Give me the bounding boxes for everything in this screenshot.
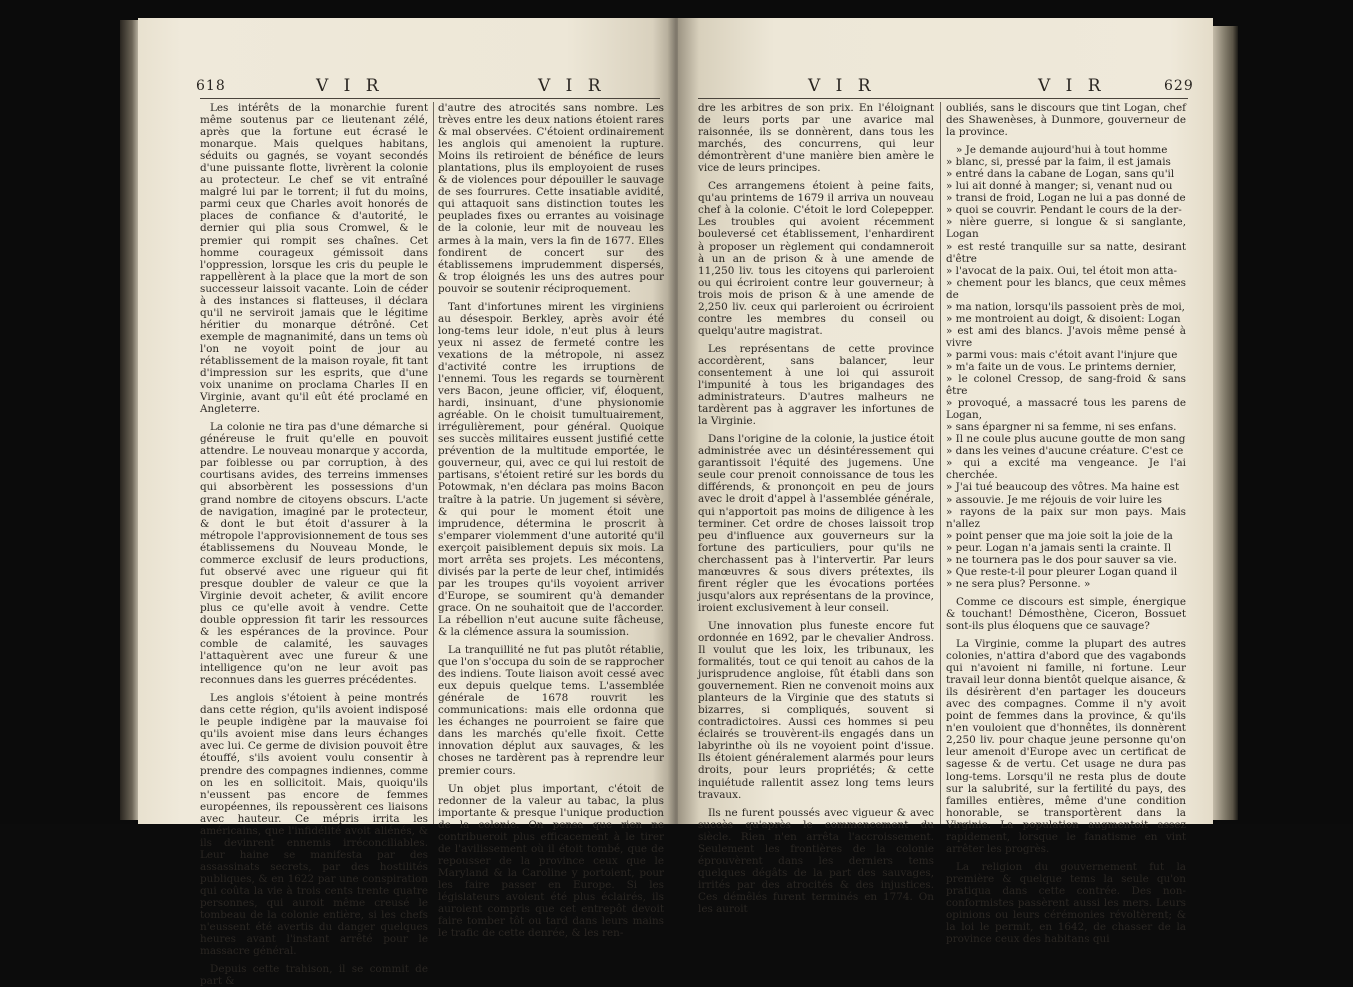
quote-line: » blanc, si, pressé par la faim, il est jamais [946,156,1171,169]
paragraph: La religion du gouvernement fut la première & quelque tems la seule qu'on pratiqua dans cette contrée. Des non-conformistes passèrent aussi les mers. Leurs opinions ou leurs cérémonies révoltèrent; & la loi le permit, en 1642, de chasser de la province ceux des habitans qui [946,860,1186,946]
quote-line: » ma nation, lorsqu'ils passoient près de moi, [946,300,1185,313]
paragraph: Une innovation plus funeste encore fut ordonnée en 1692, par le chevalier Andross. Il voulut que les loix, les tribunaux, les formalités, tout ce qui tenoit au cahos de la jurisprudence angloise, fût établi dans son gouvernement. Rien ne convenoit moins aux planteurs de la Virginie que des statuts si bizarres, si compliqués, souvent si contradictoires. Aussi ces hommes si peu éclairés se trouvèrent-ils engagés dans un labyrinthe où ils ne voyoient point d'issue. Ils étoient généralement alarmés pour leurs droits, pour leurs propriétés; & cette inquiétude rallentit assez long tems leurs travaux. [698,619,934,801]
right-column-1 [698,102,934,915]
quote-line: » assouvie. Je me réjouis de voir luire les [946,493,1162,506]
quote-line: » J'ai tué beaucoup des vôtres. Ma haine est [946,481,1180,494]
left-page [138,18,674,987]
right-page-number: 629 [1164,78,1194,94]
paragraph: Ces arrangemens étoient à peine faits, qu'au printems de 1679 il arriva un nouveau chef à la colonie. C'étoit le lord Colepepper. Les troubles qui avoient récemment bouleversé cet établissement, l'enhardirent à proposer un règlement qui condamneroit à un an de prison & à une amende de 11,250 liv. tous les citoyens qui parleroient ou qui écriroient contre leur gouverneur; à trois mois de prison & à une amende de 2,250 liv. ceux qui parleroient ou écriroient contre les membres du conseil ou quelqu'autre magistrat. [698,180,934,337]
paragraph: Ils ne furent poussés avec vigueur & avec succès qu'après le commencement du siècle. Rien n'en arrêta l'accroissement. Seulement les frontières de la colonie éprouvèrent dans les derniers tems quelques dégâts de la part des sauvages, irrités par des atrocités & des injustices. Ces démêlés furent terminés en 1774. On les auroit [698,806,934,915]
left-running-head-1: V I R [316,76,384,96]
left-column-1 [200,102,428,987]
quote-line: » m'a faite un de vous. Le printems dernier, [946,360,1177,373]
left-page-header [138,76,674,98]
quote-line: » chement pour les blancs, que ceux mêmes de [946,276,1186,301]
quote-line: » Il ne coule plus aucune goutte de mon sang [946,433,1186,446]
quote-line: » ne sera plus? Personne. » [946,577,1091,590]
paragraph: La Virginie, comme la plupart des autres colonies, n'attira d'abord que des vagabonds qui n'avoient ni famille, ni fortune. Leur travail leur donna bientôt quelque aisance, & ils désirèrent d'en partager les douceurs avec des compagnes. Comme il n'y avoit point de femmes dans la province, & qu'ils n'en vouloient que d'honnêtes, ils donnèrent 2,250 liv. pour chaque jeune personne qu'on leur amenoit d'Europe avec un certificat de sagesse & de vertu. Cet usage ne dura pas long-tems. Lorsqu'il ne resta plus de doute sur la salubrité, sur la fertilité du pays, des familles entières, même d'une condition honorable, se transportèrent dans la Virginie. La population augmentoit assez rapidement, lorsque le fanatisme en vint arrêter les progrès. [946,638,1186,855]
paragraph: La tranquillité ne fut pas plutôt rétablie, que l'on s'occupa du soin de se rapprocher des indiens. Toute liaison avoit cessé avec eux depuis quelque tems. L'assemblée générale de 1678 rouvrit les communications: mais elle ordonna que les échanges ne pourroient se faire que dans les marchés qu'elle fixoit. Cette innovation déplut aux sauvages, & les choses ne tardèrent pas à reprendre leur premier cours. [438,644,664,777]
paragraph: La colonie ne tira pas d'une démarche si généreuse le fruit qu'elle en pouvoit attendre. Le nouveau monarque y accorda, par foiblesse ou par corruption, à des courtisans avides, des terreins immenses qui absorbèrent les possessions d'un grand nombre de citoyens obscurs. L'acte de navigation, imaginé par le protecteur, & dont le but étoit d'assurer à la métropole l'approvisionnement de tous ses établissemens du Nouveau Monde, le commerce exclusif de leurs productions, fut observé avec une rigueur qui fit presque doubler de valeur ce que la Virginie devoit acheter, & avilit encore plus ce qu'elle avoit à vendre. Cette double oppression fit tarir les ressources & les espérances de la province. Pour comble de calamité, les sauvages l'attaquèrent avec une fureur & une intelligence qu'on ne leur avoit pas reconnues dans les guerres précédentes. [200,421,428,687]
left-running-head-2: V I R [538,76,606,96]
paragraph: Les représentans de cette province accordèrent, sans balancer, leur consentement à une loi qui assuroit l'impunité à tous les brigandages des administrateurs. D'autres malheurs ne tardèrent pas à aggraver les infortunes de la Virginie. [698,342,934,428]
paragraph: Un objet plus important, c'étoit de redonner de la valeur au tabac, la plus importante & presque l'unique production de la colonie. On pensa que rien ne contribueroit plus efficacement à le tirer de l'avilissement où il étoit tombé, que de repousser de la province ceux que le Maryland & la Caroline y portoient, pour les faire passer en Europe. Si les législateurs avoient été plus éclairés, ils auroient compris que cet entrepôt devoit faire tomber tôt ou tard dans leurs mains le trafic de cette denrée, & les ren- [438,782,664,940]
quote-line: » nière guerre, si longue & si sanglante, Logan [946,216,1186,241]
paragraph: Tant d'infortunes mirent les virginiens au désespoir. Berkley, après avoir été long-tems leur idole, n'eut plus à leurs yeux ni assez de fermeté contre les vexations de la métropole, ni assez d'activité contre les irruptions de l'ennemi. Tous les regards se tournèrent vers Bacon, jeune officier, vif, éloquent, hardi, insinuant, d'une physionomie agréable. On le choisit tumultuairement, irrégulièrement, pour général. Quoique ses succès militaires eussent justifié cette prévention de la multitude emportée, le gouverneur, qui, avec ce qui lui restoit de partisans, s'étoient retiré sur les bords du Potowmak, n'en déclara pas moins Bacon traître à la patrie. Un jugement si sévère, & qui pour le moment étoit une imprudence, détermina le proscrit à s'emparer violemment d'une autorité qu'il exerçoit paisiblement depuis six mois. La mort arrêta ses projets. Les mécontens, divisés par la perte de leur chef, intimidés par les troupes qu'ils voyoient arriver d'Europe, se soumirent qu'à demander grace. On ne souhaitoit que de l'accorder. La rébellion n'eut aucune suite fâcheuse, & la clémence assura la soumission. [438,300,664,639]
quote-line: » le colonel Cressop, de sang-froid & sans être [946,373,1186,398]
right-header-rule [698,98,1188,99]
left-header-rule [200,98,660,99]
quote-line: » point penser que ma joie soit la joie de la [946,529,1173,542]
paragraph: Comme ce discours est simple, énergique & touchant! Démosthène, Ciceron, Bossuet sont-ils plus éloquens que ce sauvage? [946,595,1186,632]
right-column-2 [946,102,1186,946]
paragraph: oubliés, sans le discours que tint Logan, chef des Shawenèses, à Dunmore, gouverneur de la province. [946,102,1186,139]
right-running-head-2: V I R [1038,76,1106,96]
quote-line: » dans les veines d'aucune créature. C'est ce [946,445,1184,458]
logan-speech-quote [946,144,1186,590]
open-book [138,18,1213,987]
quote-line: » parmi vous: mais c'étoit avant l'injure que [946,348,1178,361]
left-page-stack-edge [120,20,140,820]
quote-line: » sans épargner ni sa femme, ni ses enfans. [946,421,1177,434]
quote-line: » me montroient au doigt, & disoient: Logan [946,312,1181,325]
quote-line: » Je demande aujourd'hui à tout homme [956,144,1168,157]
quote-line: » l'avocat de la paix. Oui, tel étoit mon atta- [946,264,1178,277]
right-page-stack-edge [1212,26,1238,820]
quote-line: » qui a excité ma vengeance. Je l'ai cherchée. [946,457,1186,482]
paragraph: d'autre des atrocités sans nombre. Les trèves entre les deux nations étoient rares & mal observées. C'étoient ordinairement les anglois qui amenoient la rupture. Moins ils retiroient de bénéfice de leurs plantations, plus ils employoient de ruses & de violences pour dépouiller le sauvage de ses fourrures. Cette insatiable avidité, qui attaquoit sans distinction toutes les peuplades fixes ou errantes au voisinage de la colonie, leur mit de nouveau les armes à la main, vers la fin de 1677. Elles fondirent de concert sur des établissemens imprudemment dispersés, & trop éloignés les uns des autres pour pouvoir se soutenir réciproquement. [438,102,664,295]
right-page [678,18,1213,946]
quote-line: » ne tournera pas le dos pour sauver sa vie. [946,553,1177,566]
quote-line: » transi de froid, Logan ne lui a pas donné de [946,192,1186,205]
quote-line: » quoi se couvrir. Pendant le cours de la der- [946,204,1182,217]
quote-line: » lui ait donné à manger; si, venant nud ou [946,180,1173,193]
left-column-separator [433,102,434,824]
left-page-number: 618 [196,78,226,94]
right-column-separator [940,102,941,824]
paragraph: Les intérêts de la monarchie furent même soutenus par ce lieutenant zélé, après que la fortune eut écrasé le monarque. Mais quelques habitans, séduits ou gagnés, se voyant secondés d'une puissante flotte, livrèrent la colonie au protecteur. Le chef se vit entraîné malgré lui par le torrent; il fut du moins, parmi ceux que Charles avoit honorés de places de confiance & d'autorité, le dernier qui plia sous Cromwel, & le premier qui rompit ses chaînes. Cet homme courageux gémissoit dans l'oppression, lorsque les cris du peuple le rappellèrent à la place que la mort de son successeur laissoit vacante. Loin de céder à des instances si flatteuses, il déclara qu'il ne serviroit jamais que le légitime héritier du monarque détrôné. Cet exemple de magnanimité, dans un tems où l'on ne voyoit point de jour au rétablissement de la maison royale, fit tant d'impression sur les esprits, que d'une voix unanime on proclama Charles II en Virginie, avant qu'il eût été proclamé en Angleterre. [200,102,428,416]
quote-line: » Que reste-t-il pour pleurer Logan quand il [946,565,1178,578]
quote-line: » est resté tranquille sur sa natte, desirant d'être [946,240,1186,265]
quote-line: » rayons de la paix sur mon pays. Mais n'allez [946,505,1186,530]
right-running-head-1: V I R [808,76,876,96]
paragraph: Depuis cette trahison, il se commit de part & [200,963,428,987]
quote-line: » entré dans la cabane de Logan, sans qu'il [946,168,1175,181]
quote-line: » peur. Logan n'a jamais senti la crainte. Il [946,541,1172,554]
quote-line: » est ami des blancs. J'avois même pensé à vivre [946,324,1186,349]
left-column-2 [438,102,664,940]
quote-line: » provoqué, a massacré tous les parens de Logan, [946,397,1186,422]
paragraph: Dans l'origine de la colonie, la justice étoit administrée avec un désintéressement qui garantissoit l'équité des jugemens. Une seule cour prenoit connoissance de tous les différends, & prononçoit en peu de jours avec le droit d'appel à l'assemblée générale, qui n'apportoit pas moins de diligence à les terminer. Cet ordre de choses laissoit trop peu d'influence aux gouverneurs sur la fortune des particuliers, pour qu'ils ne cherchassent pas à l'intervertir. Par leurs manœuvres & sous divers prétextes, ils firent régler que les évocations portées jusqu'alors aux représentans de la province, iroient exclusivement à leur conseil. [698,433,934,614]
paragraph: Les anglois s'étoient à peine montrés dans cette région, qu'ils avoient indisposé le peuple indigène par la mauvaise foi qu'ils avoient mise dans leurs échanges avec lui. Ce germe de division pouvoit être étouffé, s'ils avoient voulu consentir à prendre des compagnes indiennes, comme on les en sollicitoit. Mais, quoiqu'ils n'eussent pas encore de femmes européennes, ils repoussèrent ces liaisons avec hauteur. Ce mépris irrita les américains, que l'infidélité avoit aliénés, & ils devinrent ennemis irréconciliables. Leur haine se manifesta par des assassinats secrets, par des hostilités publiques, & en 1622 par une conspiration qui coûta la vie à trois cents trente quatre personnes, qui auroit même creusé le tombeau de la colonie entière, si les chefs n'eussent été avertis du danger quelques heures avant l'instant arrêté pour le massacre général. [200,692,428,958]
paragraph: dre les arbitres de son prix. En l'éloignant de leurs ports par une avarice mal raisonnée, ils se donnèrent, dans tous les marchés, des concurrens, qui leur démontrèrent d'une manière bien amère le vice de leurs principes. [698,102,934,175]
right-page-header [678,76,1213,98]
